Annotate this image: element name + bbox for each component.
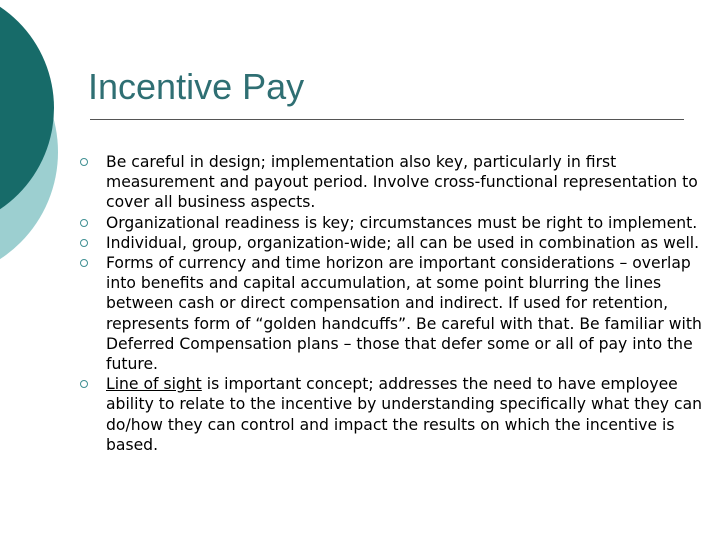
slide-title: Incentive Pay bbox=[88, 66, 305, 107]
bullet-item bbox=[80, 233, 708, 253]
underlined-phrase: Line of sight bbox=[106, 375, 202, 394]
bullet-text-rest: is important concept; addresses the need to have employee ability to relate to the incentive by understanding specifically what they can do/how they can control and impact the results on which the incentive is based. bbox=[106, 375, 703, 454]
circle-bullet-icon bbox=[80, 158, 88, 166]
bullet-text: Forms of currency and time horizon are important considerations – overlap into benefits and capital accumulation, at some point blurring the lines between cash or direct compensation and indirect. If used for retention, represents form of “golden handcuffs”. Be careful with that. Be familiar with Deferred Compensation plans – those that defer some or all of pay into the future. bbox=[106, 254, 702, 374]
bullet-text: Be careful in design; implementation also key, particularly in first measurement and payout period. Involve cross-functional representation to cover all business aspects. bbox=[106, 153, 698, 212]
bullet-text bbox=[106, 374, 708, 455]
bullet-text: Individual, group, organization-wide; all can be used in combination as well. bbox=[106, 233, 700, 252]
circle-bullet-icon bbox=[80, 239, 88, 247]
bullet-item bbox=[80, 152, 708, 213]
circle-bullet-icon bbox=[80, 219, 88, 227]
circle-bullet-icon bbox=[80, 380, 88, 388]
bullet-text: Organizational readiness is key; circumstances must be right to implement. bbox=[106, 213, 698, 232]
bullet-item bbox=[80, 253, 708, 374]
circle-bullet-icon bbox=[80, 259, 88, 267]
title-divider bbox=[90, 119, 684, 120]
decorative-circles bbox=[0, 0, 80, 300]
bullet-list bbox=[80, 152, 708, 455]
bullet-item bbox=[80, 374, 708, 455]
bullet-item bbox=[80, 213, 708, 233]
